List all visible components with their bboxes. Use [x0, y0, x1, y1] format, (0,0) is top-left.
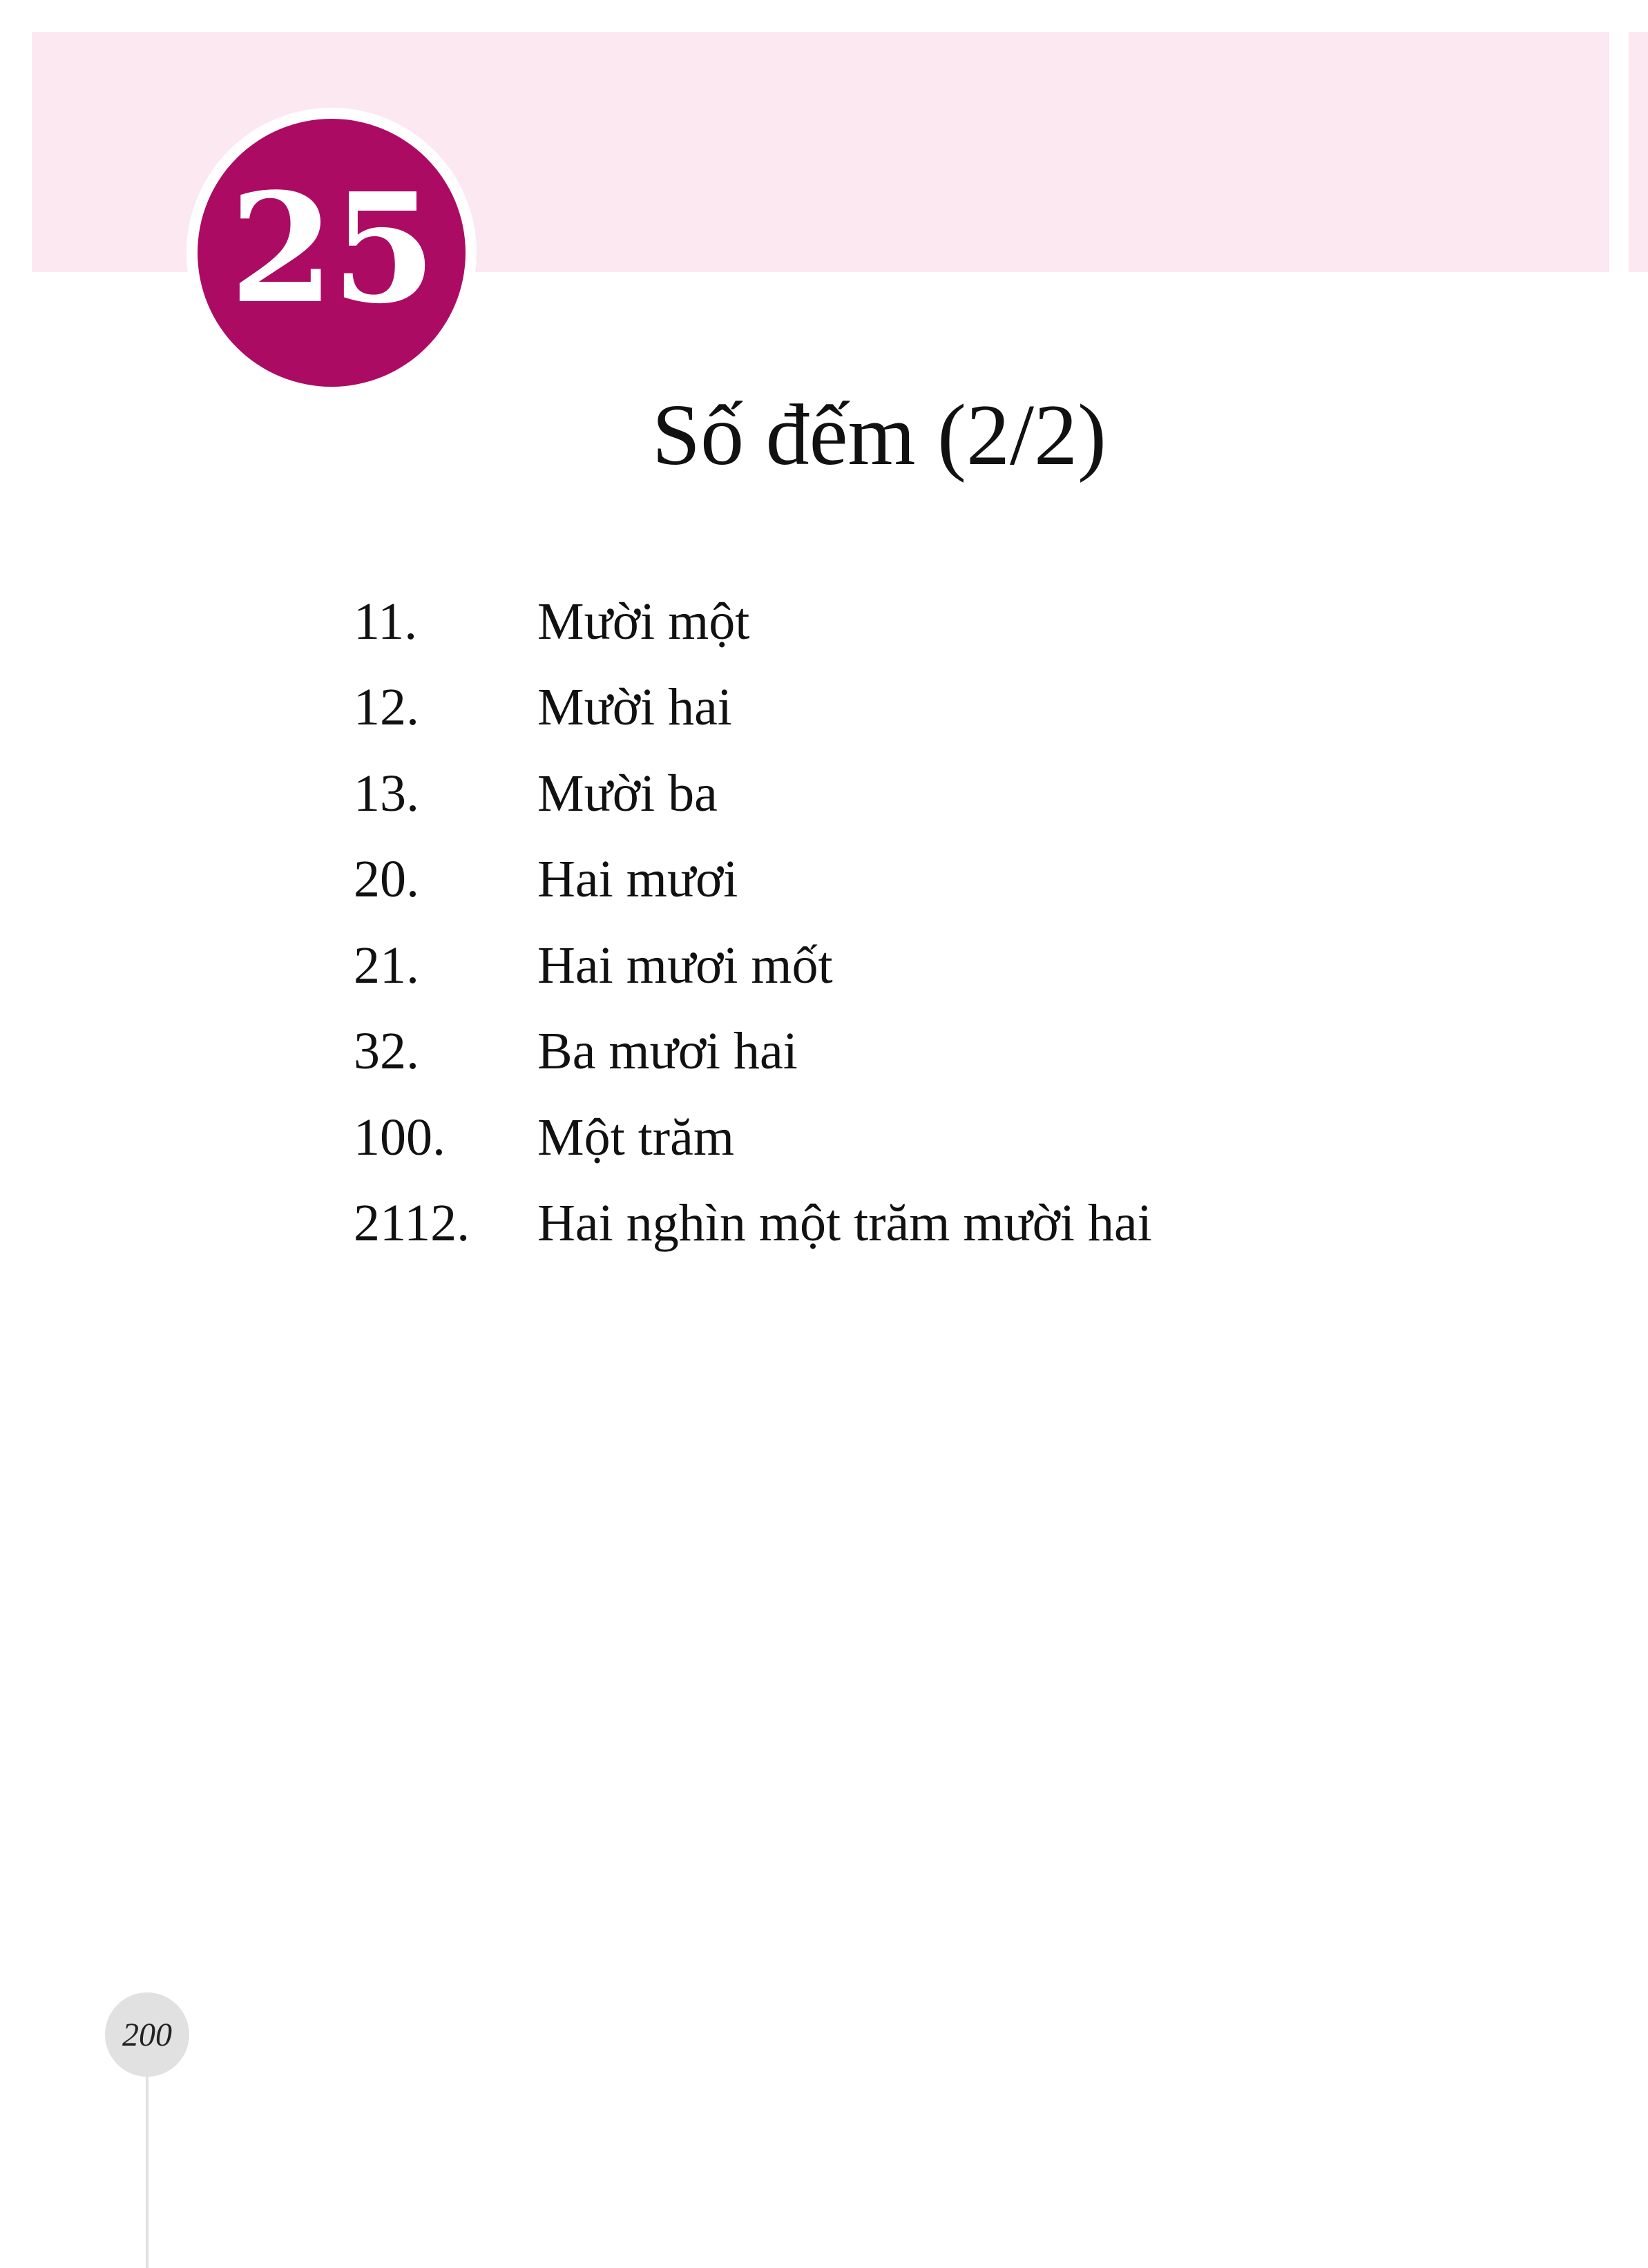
list-item	[354, 751, 1152, 837]
page-number: 200	[122, 2016, 172, 2053]
list-item-word: Mười ba	[537, 764, 718, 823]
page-title: Số đếm (2/2)	[652, 387, 1106, 483]
list-item-number: 20.	[354, 850, 419, 909]
header-band-edge	[1629, 32, 1648, 272]
list-item-number: 21.	[354, 936, 419, 994]
list-item-number: 32.	[354, 1022, 419, 1081]
page-number-badge	[105, 1992, 189, 2077]
list-item	[354, 1009, 1152, 1095]
list-item-word: Hai nghìn một trăm mười hai	[537, 1194, 1152, 1253]
chapter-circle	[198, 119, 466, 387]
list-item-word: Mười hai	[537, 678, 732, 737]
list-item	[354, 579, 1152, 665]
list-item-word: Hai mươi	[537, 850, 738, 909]
list-item-number: 100.	[354, 1108, 445, 1166]
list-item	[354, 1181, 1152, 1267]
list-item	[354, 837, 1152, 923]
list-item-word: Hai mươi mốt	[537, 936, 833, 994]
list-item-number: 11.	[354, 592, 418, 651]
list-item	[354, 923, 1152, 1009]
number-list	[354, 579, 1152, 1267]
list-item-number: 2112.	[354, 1194, 470, 1253]
chapter-number: 25	[229, 160, 434, 337]
list-item-word: Ba mươi hai	[537, 1022, 798, 1081]
chapter-badge	[186, 108, 477, 398]
list-item-word: Một trăm	[537, 1108, 734, 1166]
list-item	[354, 1095, 1152, 1181]
list-item-word: Mười một	[537, 592, 750, 651]
page-number-line	[146, 2077, 148, 2268]
list-item	[354, 665, 1152, 751]
list-item-number: 13.	[354, 764, 419, 823]
list-item-number: 12.	[354, 678, 419, 737]
